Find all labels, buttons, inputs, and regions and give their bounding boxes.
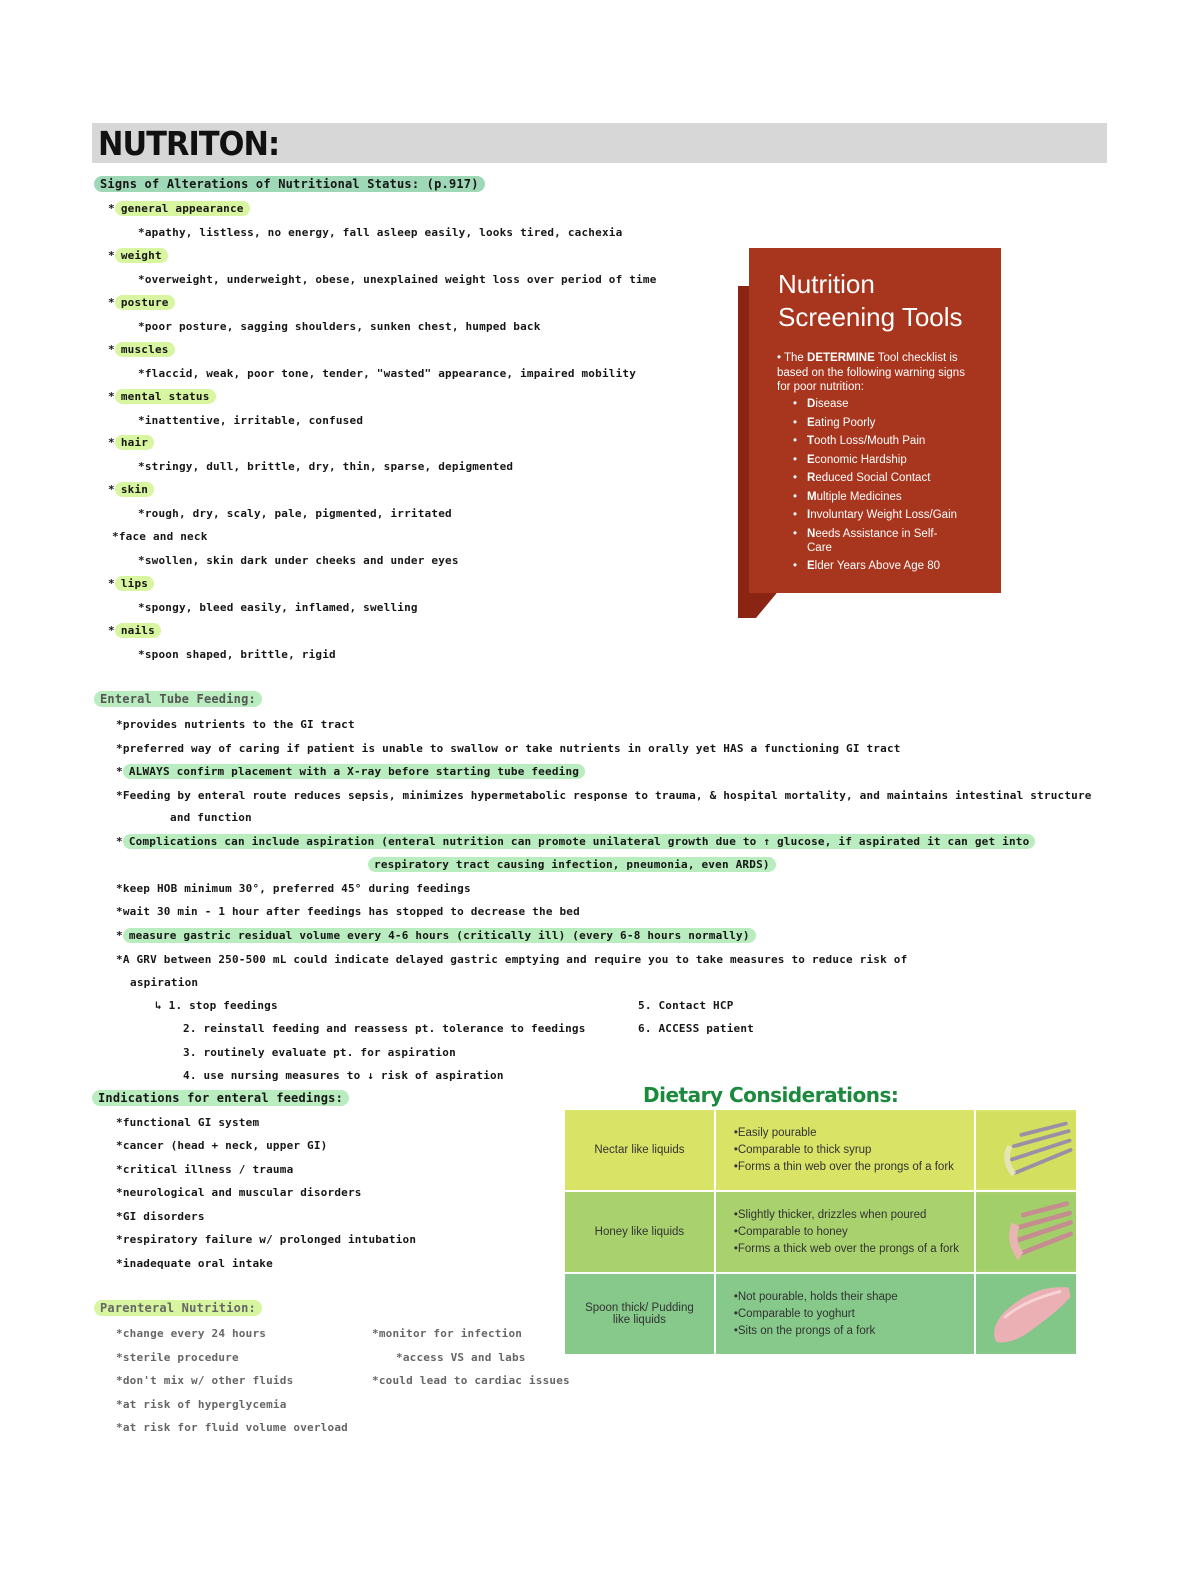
sign-label-text: general appearance (115, 201, 250, 216)
liquid-description: •Easily pourable •Comparable to thick syrup •Forms a thin web over the prongs of a fork (715, 1109, 975, 1191)
enteral-line: *provides nutrients to the GI tract (116, 718, 355, 731)
indication-item: *critical illness / trauma (116, 1163, 294, 1176)
dietary-row-nectar (564, 1109, 1077, 1191)
sign-detail-text: spongy, bleed easily, inflamed, swelling (144, 601, 418, 614)
sign-detail-1: *apathy, listless, no energy, fall asleep easily, looks tired, cachexia (138, 226, 623, 239)
enteral-line: aspiration (130, 976, 199, 989)
sign-detail-3: *poor posture, sagging shoulders, sunken chest, humped back (138, 320, 541, 333)
liquid-name: Nectar like liquids (564, 1109, 715, 1191)
sign-label-8: *face and neck (112, 530, 208, 543)
sign-label-4: * muscles (108, 342, 175, 358)
sign-label-10: * nails (108, 623, 161, 639)
intro-pre: • The (777, 352, 808, 364)
sign-detail-6: *stringy, dull, brittle, dry, thin, sparse, depigmented (138, 460, 514, 473)
enteral-line: *A GRV between 250-500 mL could indicate delayed gastric emptying and require you to take measures to reduce risk of (116, 953, 908, 966)
liquid-description: •Not pourable, holds their shape •Comparable to yoghurt •Sits on the prongs of a fork (715, 1273, 975, 1355)
fork-pudding-icon (976, 1274, 1076, 1354)
enteral-heading (94, 691, 262, 707)
indications-heading-text: Indications for enteral feedings: (92, 1090, 349, 1106)
indications-heading (92, 1090, 349, 1106)
enteral-line: and function (170, 811, 252, 824)
fork-thick-web-icon (976, 1192, 1076, 1272)
sign-label-7: * skin (108, 482, 154, 498)
enteral-line: * Complications can include aspiration (enteral nutrition can promote unilateral growth due to ↑ glucose, if aspirated it can get into (116, 834, 1035, 850)
liquid-description: •Slightly thicker, drizzles when poured •Comparable to honey •Forms a thick web over the prongs of a fork (715, 1191, 975, 1273)
sign-label-text: hair (115, 435, 154, 450)
sign-detail-4: *flaccid, weak, poor tone, tender, "wasted" appearance, impaired mobility (138, 367, 637, 380)
page-title: NUTRITON: (98, 124, 280, 163)
sign-label-1: * general appearance (108, 201, 250, 217)
step-left: ↳ 1. stop feedings (155, 999, 278, 1012)
sign-detail-2: *overweight, underweight, obese, unexplained weight loss over period of time (138, 273, 657, 286)
dietary-row-pudding (564, 1273, 1077, 1355)
screening-title-line2: Screening Tools (778, 302, 963, 332)
screening-card (749, 248, 1001, 593)
parenteral-right: *access VS and labs (396, 1351, 526, 1364)
determine-item: • Needs Assistance in Self-Care (807, 527, 957, 555)
sign-detail-5: *inattentive, irritable, confused (138, 414, 364, 427)
enteral-line: *Feeding by enteral route reduces sepsis, minimizes hypermetabolic response to trauma, & hospital mortality, and maintains intestinal structure (116, 789, 1092, 802)
enteral-line: *wait 30 min - 1 hour after feedings has stopped to decrease the bed (116, 905, 580, 918)
indication-item: *neurological and muscular disorders (116, 1186, 362, 1199)
sign-detail-text: poor posture, sagging shoulders, sunken chest, humped back (144, 320, 541, 333)
fork-image (975, 1191, 1077, 1273)
sign-detail-text: apathy, listless, no energy, fall asleep easily, looks tired, cachexia (144, 226, 623, 239)
screening-title (778, 268, 963, 334)
step-left: 2. reinstall feeding and reassess pt. tolerance to feedings (183, 1022, 586, 1035)
parenteral-left: *at risk for fluid volume overload (116, 1421, 348, 1434)
parenteral-left: *change every 24 hours (116, 1327, 267, 1340)
enteral-line: *preferred way of caring if patient is unable to swallow or take nutrients in orally yet HAS a functioning GI tract (116, 742, 901, 755)
sign-detail-10: *spoon shaped, brittle, rigid (138, 648, 336, 661)
sign-label-text: muscles (115, 342, 175, 357)
determine-item: • Multiple Medicines (807, 490, 957, 504)
sign-label-text: skin (115, 482, 154, 497)
parenteral-right: *monitor for infection (372, 1327, 523, 1340)
sign-label-5: * mental status (108, 389, 216, 405)
signs-heading-text: Signs of Alterations of Nutritional Status: (p.917) (94, 176, 485, 192)
enteral-line: * ALWAYS confirm placement with a X-ray before starting tube feeding (116, 764, 585, 780)
sign-label-text: lips (115, 576, 154, 591)
determine-item: • Economic Hardship (807, 453, 957, 467)
dietary-row-honey (564, 1191, 1077, 1273)
fork-image (975, 1109, 1077, 1191)
indication-item: *respiratory failure w/ prolonged intubation (116, 1233, 417, 1246)
sign-detail-7: *rough, dry, scaly, pale, pigmented, irritated (138, 507, 452, 520)
step-right: 5. Contact HCP (638, 999, 734, 1012)
fork-thin-web-icon (976, 1110, 1076, 1190)
determine-item: • Reduced Social Contact (807, 471, 957, 485)
sign-detail-8: *swollen, skin dark under cheeks and under eyes (138, 554, 459, 567)
parenteral-left: *don't mix w/ other fluids (116, 1374, 294, 1387)
enteral-line: respiratory tract causing infection, pneumonia, even ARDS) (368, 857, 776, 873)
enteral-heading-text: Enteral Tube Feeding: (94, 691, 262, 707)
intro-post: Tool checklist is based on the following warning signs for poor nutrition: (777, 352, 965, 393)
sign-detail-9: *spongy, bleed easily, inflamed, swelling (138, 601, 418, 614)
sign-label-6: * hair (108, 435, 154, 451)
parenteral-heading-text: Parenteral Nutrition: (94, 1300, 262, 1316)
determine-list (807, 397, 957, 578)
indication-item: *cancer (head + neck, upper GI) (116, 1139, 328, 1152)
parenteral-left: *at risk of hyperglycemia (116, 1398, 287, 1411)
liquid-name: Honey like liquids (564, 1191, 715, 1273)
enteral-line: *keep HOB minimum 30°, preferred 45° during feedings (116, 882, 471, 895)
sign-label-9: * lips (108, 576, 154, 592)
parenteral-right: *could lead to cardiac issues (372, 1374, 570, 1387)
screening-title-line1: Nutrition (778, 269, 875, 299)
sign-detail-text: rough, dry, scaly, pale, pigmented, irritated (144, 507, 452, 520)
sign-label-text: posture (115, 295, 175, 310)
step-left: 4. use nursing measures to ↓ risk of aspiration (183, 1069, 504, 1082)
sign-label-2: * weight (108, 248, 168, 264)
sign-detail-text: swollen, skin dark under cheeks and under eyes (144, 554, 459, 567)
indication-item: *functional GI system (116, 1116, 260, 1129)
sign-label-text: mental status (115, 389, 216, 404)
indication-item: *GI disorders (116, 1210, 205, 1223)
determine-item: • Elder Years Above Age 80 (807, 559, 957, 573)
intro-bold: DETERMINE (807, 352, 875, 364)
sign-detail-text: flaccid, weak, poor tone, tender, "wasted" appearance, impaired mobility (144, 367, 637, 380)
step-right: 6. ACCESS patient (638, 1022, 754, 1035)
sign-label-3: * posture (108, 295, 175, 311)
screening-intro (777, 351, 977, 395)
determine-item: • Tooth Loss/Mouth Pain (807, 434, 957, 448)
dietary-title: Dietary Considerations: (643, 1083, 899, 1107)
determine-item: • Disease (807, 397, 957, 411)
sign-detail-text: overweight, underweight, obese, unexplained weight loss over period of time (144, 273, 657, 286)
sign-label-text: weight (115, 248, 168, 263)
signs-heading (94, 176, 485, 192)
parenteral-heading (94, 1300, 262, 1316)
determine-item: • Eating Poorly (807, 416, 957, 430)
indication-item: *inadequate oral intake (116, 1257, 273, 1270)
sign-detail-text: inattentive, irritable, confused (144, 414, 364, 427)
step-left: 3. routinely evaluate pt. for aspiration (183, 1046, 456, 1059)
sign-detail-text: stringy, dull, brittle, dry, thin, sparse, depigmented (144, 460, 514, 473)
dietary-table (563, 1108, 1078, 1356)
parenteral-left: *sterile procedure (116, 1351, 239, 1364)
sign-label-text: nails (115, 623, 161, 638)
sign-detail-text: spoon shaped, brittle, rigid (144, 648, 336, 661)
enteral-line: * measure gastric residual volume every 4-6 hours (critically ill) (every 6-8 hours normally) (116, 928, 756, 944)
liquid-name: Spoon thick/ Pudding like liquids (564, 1273, 715, 1355)
determine-item: • Involuntary Weight Loss/Gain (807, 508, 957, 522)
sign-label-text: face and neck (118, 530, 208, 543)
fork-image (975, 1273, 1077, 1355)
